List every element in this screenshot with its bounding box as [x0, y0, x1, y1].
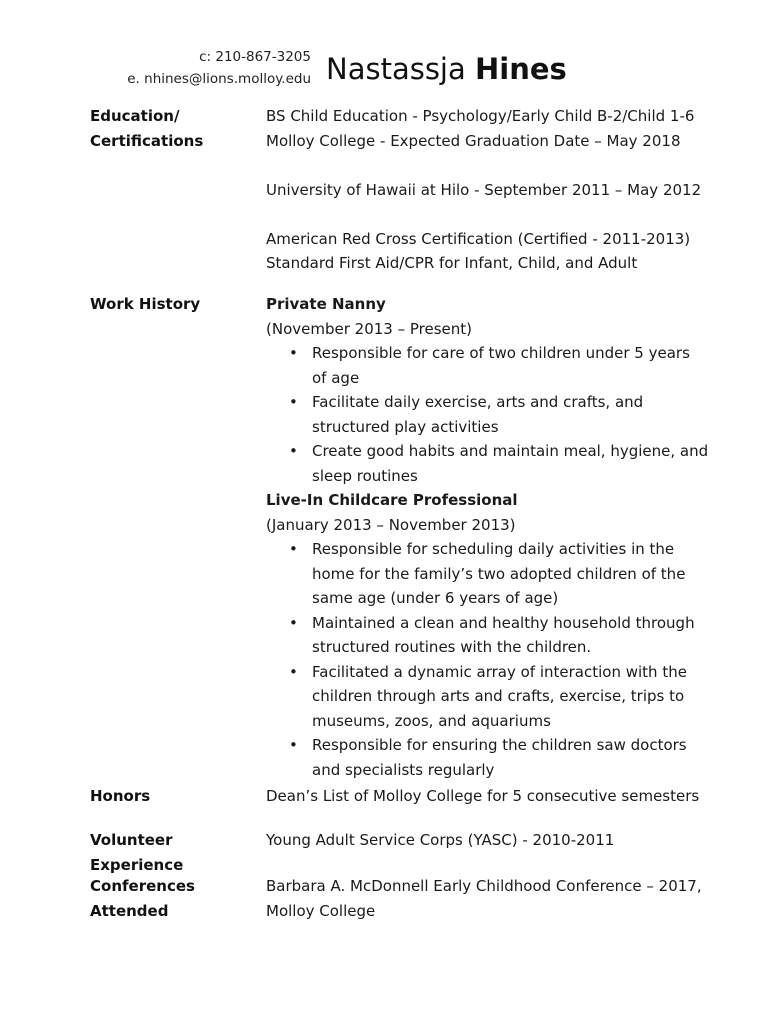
job-title: Private Nanny [266, 295, 386, 313]
honors-label: Honors [90, 787, 151, 805]
email-address: e. nhines@lions.molloy.edu [127, 71, 311, 87]
duty-line: Create good habits and maintain meal, hygiene, and [312, 442, 709, 460]
duty-line: structured play activities [312, 417, 499, 436]
certification-line: American Red Cross Certification (Certified - 2011-2013) [266, 229, 691, 248]
bullet-icon: • [289, 662, 298, 681]
job-title: Live-In Childcare Professional [266, 491, 518, 509]
list-item [289, 611, 695, 660]
list-item [289, 439, 709, 488]
contact-info [127, 46, 311, 90]
bullet-icon: • [289, 393, 298, 411]
bullet-icon: • [289, 736, 298, 754]
duty-line: structured routines with the children. [312, 638, 592, 656]
phone-number: c: 210-867-3205 [199, 49, 311, 65]
job-entry [266, 292, 709, 488]
candidate-name [326, 50, 567, 88]
volunteer-label: Volunteer Experience [90, 831, 184, 874]
duty-line: and specialists regularly [312, 760, 495, 779]
university-line: University of Hawaii at Hilo - September 2011 – May 2012 [266, 180, 702, 199]
conferences-label [90, 874, 260, 923]
work-history-body [266, 292, 709, 782]
list-item [289, 660, 687, 734]
duty-line: Facilitated a dynamic array of interaction with the [312, 662, 687, 681]
duty-line: Responsible for scheduling daily activities in the [312, 540, 675, 558]
education-label-line1: Education/ [90, 107, 180, 125]
conferences-body [266, 874, 702, 923]
conferences-label-line2: Attended [90, 901, 169, 920]
bullet-icon: • [289, 442, 298, 460]
degree-line: BS Child Education - Psychology/Early Child B-2/Child 1-6 [266, 107, 695, 125]
education-label-line2: Certifications [90, 131, 204, 150]
duty-line: Facilitate daily exercise, arts and crafts, and [312, 393, 644, 411]
conferences-label-line1: Conferences [90, 877, 195, 895]
volunteer-body [266, 828, 686, 853]
honors-text: Dean’s List of Molloy College for 5 consecutive semesters [266, 787, 700, 805]
conference-venue-line: Molloy College [266, 901, 376, 920]
job-duties-list [266, 537, 695, 782]
job-entry [266, 488, 695, 782]
duty-line: Responsible for ensuring the children saw doctors [312, 736, 687, 754]
conference-line: Barbara A. McDonnell Early Childhood Conference – 2017, [266, 877, 702, 895]
work-history-label: Work History [90, 295, 201, 313]
duty-line: children through arts and crafts, exercise, trips to [312, 687, 685, 705]
duty-line: of age [312, 368, 360, 387]
list-item [289, 341, 690, 390]
duty-line: same age (under 6 years of age) [312, 589, 559, 607]
job-duties-list [266, 341, 709, 488]
job-dates: (January 2013 – November 2013) [266, 515, 516, 534]
honors-body [266, 784, 700, 809]
list-item [289, 390, 686, 439]
bullet-icon: • [289, 613, 298, 632]
college-line: Molloy College - Expected Graduation Date – May 2018 [266, 131, 681, 150]
education-label [90, 104, 260, 153]
duty-line: museums, zoos, and aquariums [312, 711, 551, 730]
bullet-icon: • [289, 540, 298, 558]
first-name: Nastassja [326, 52, 466, 86]
first-aid-line: Standard First Aid/CPR for Infant, Child, and Adult [266, 254, 638, 272]
last-name: Hines [474, 52, 567, 86]
volunteer-text: Young Adult Service Corps (YASC) - 2010-2011 [266, 831, 615, 849]
duty-line: Maintained a clean and healthy household through [312, 613, 695, 632]
education-body [266, 104, 702, 276]
duty-line: Responsible for care of two children under 5 years [312, 344, 690, 362]
duty-line: sleep routines [312, 466, 418, 485]
list-item [289, 537, 686, 611]
duty-line: home for the family’s two adopted children of the [312, 564, 686, 583]
job-dates: (November 2013 – Present) [266, 319, 472, 338]
bullet-icon: • [289, 344, 298, 362]
list-item [289, 733, 687, 782]
